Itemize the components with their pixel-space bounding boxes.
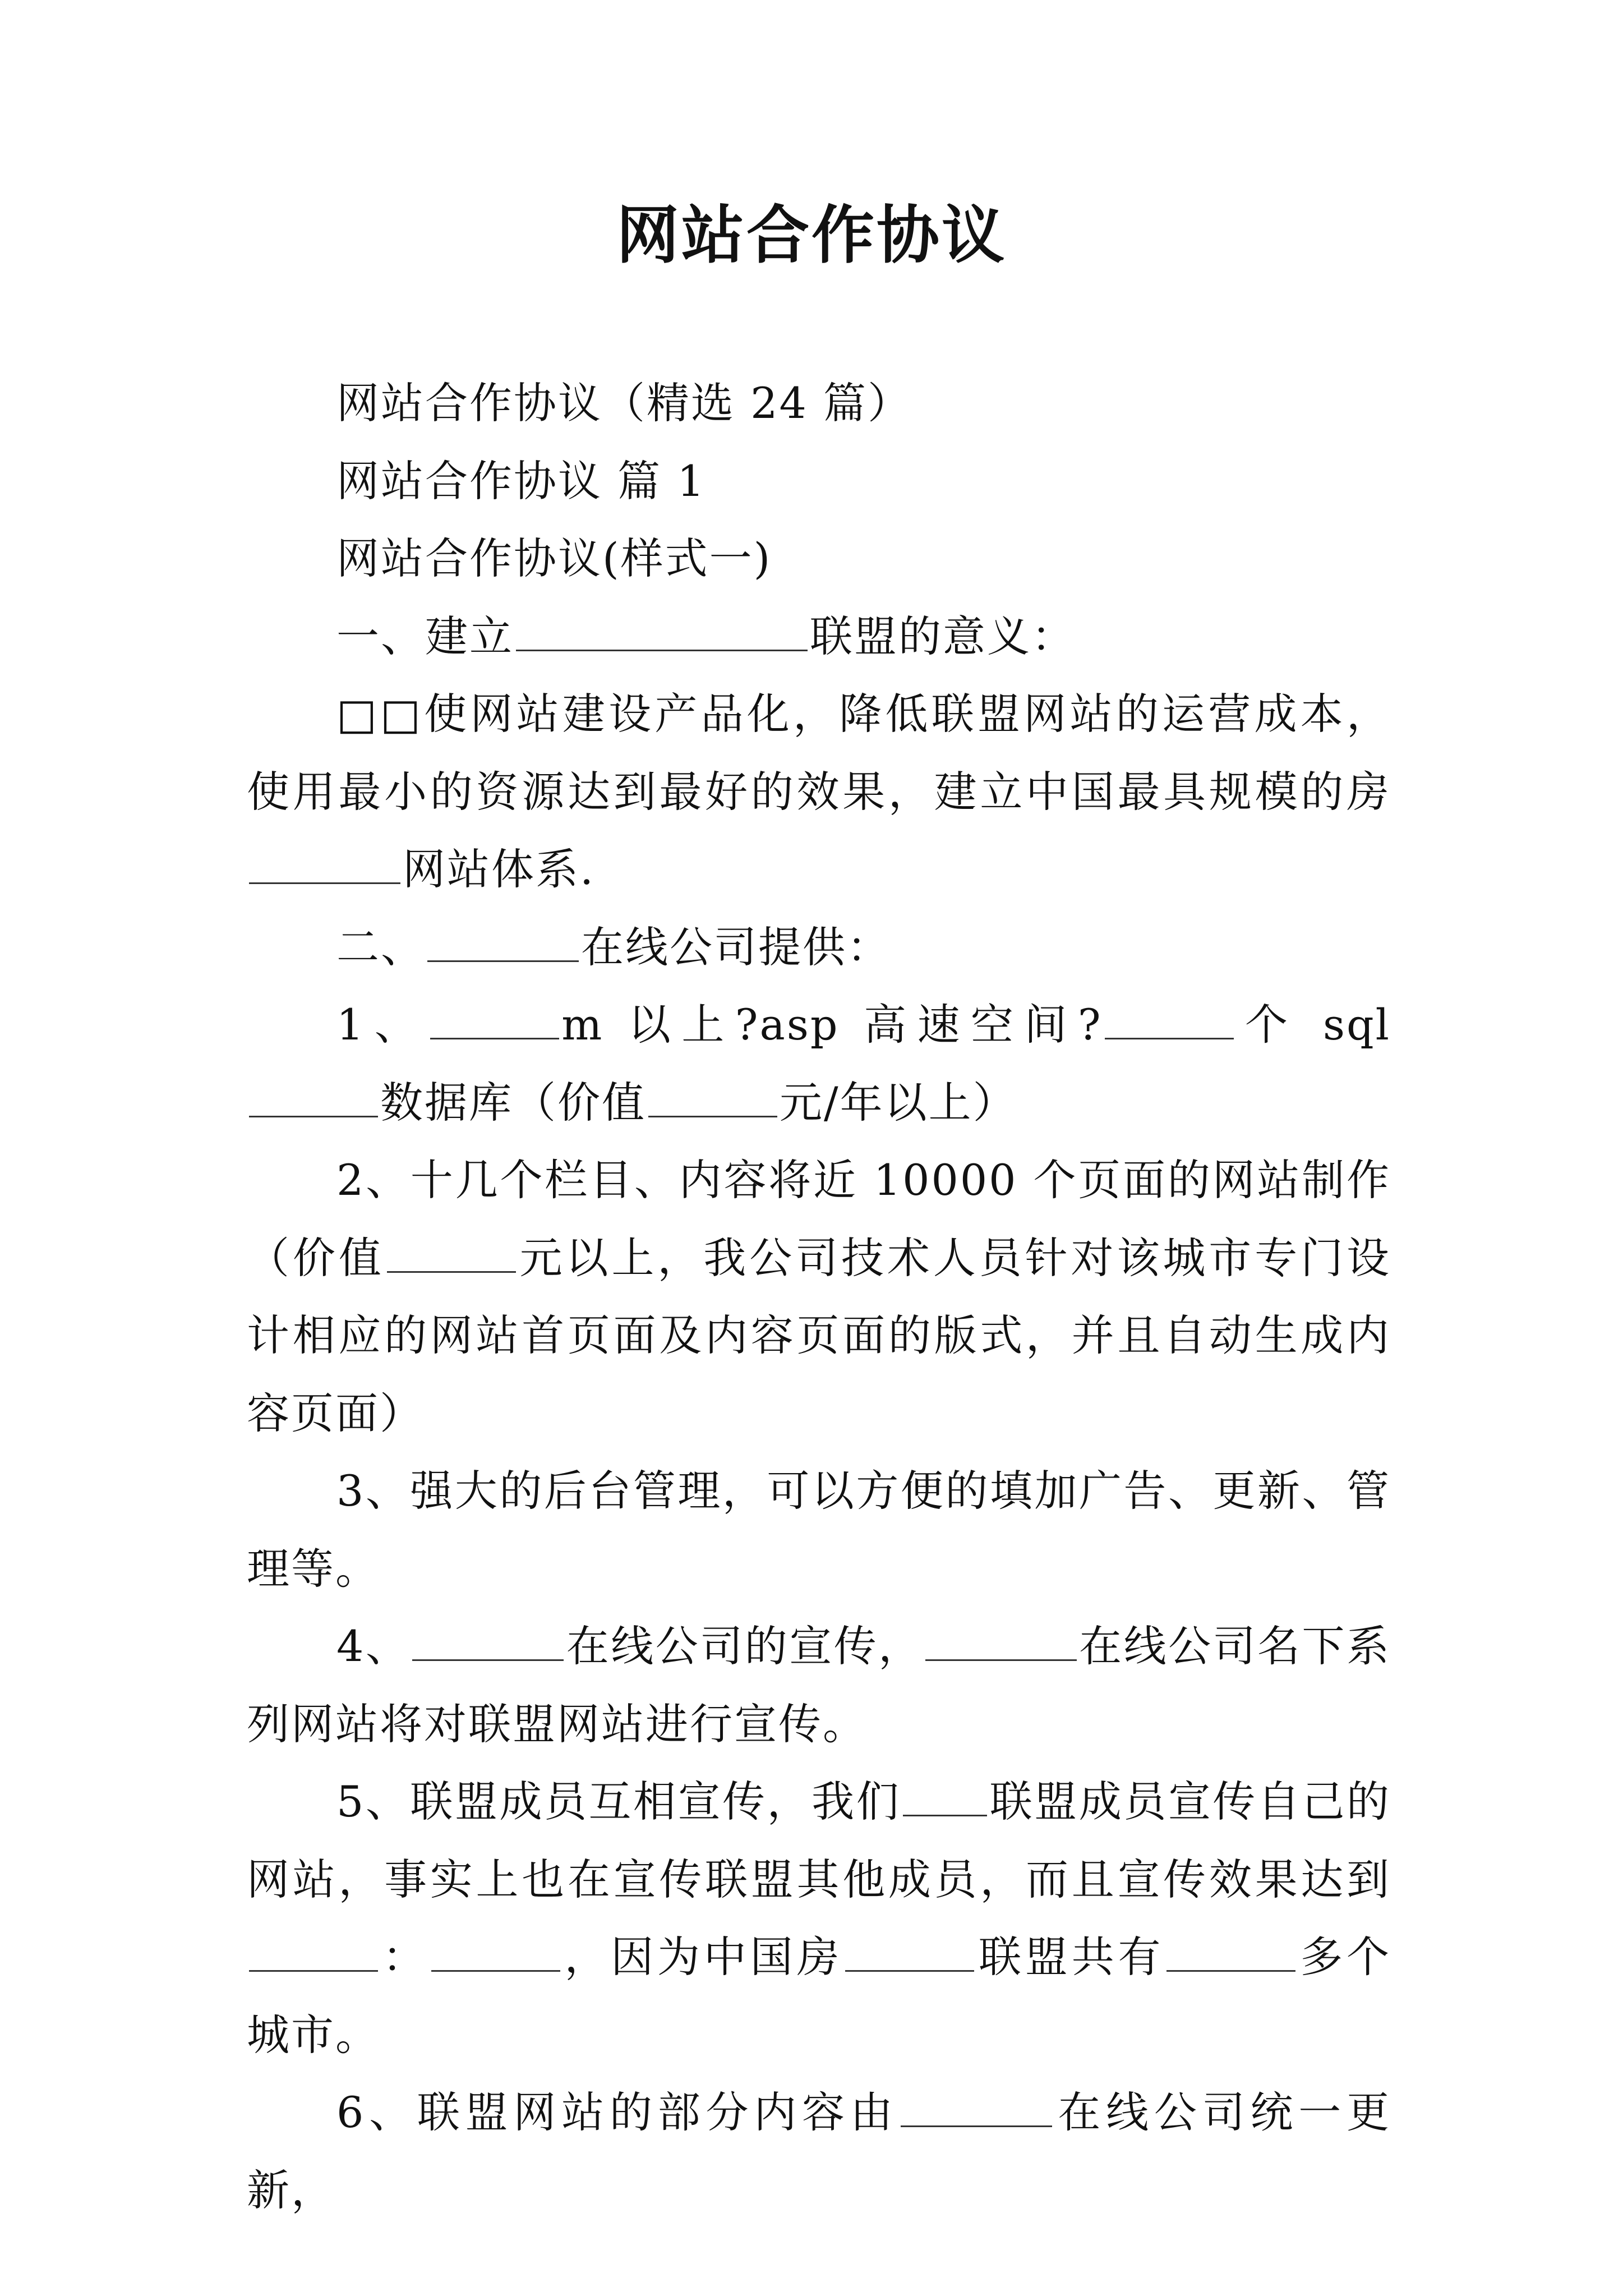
fill-blank — [249, 1935, 378, 1972]
text-run: ，因为中国房 — [562, 1932, 843, 1982]
fill-blank — [845, 1935, 974, 1972]
fill-blank — [1105, 1003, 1234, 1039]
paragraph-part-heading — [247, 443, 1391, 521]
paragraph-item-4 — [247, 1608, 1391, 1763]
text-run: 网站合作协议(样式一) — [336, 533, 772, 583]
paragraph-item-5 — [247, 1763, 1391, 2074]
document-title: 网站合作协议 — [616, 199, 1007, 272]
text-run: 6、联盟网站的部分内容由 — [336, 2087, 898, 2137]
text-run: 一、建立 — [336, 611, 514, 661]
text-run: 4、 — [336, 1621, 411, 1671]
text-run: 5、联盟成员互相宣传，我们 — [336, 1777, 901, 1826]
paragraph-section-2 — [247, 909, 1391, 987]
paragraph-subtitle — [247, 365, 1391, 443]
text-run: 数据库（价值 — [380, 1077, 646, 1128]
fill-blank — [925, 1625, 1077, 1661]
text-run: 联盟成员宣传自己的网站，事实上也在宣传联盟其他成员，而且宣传效果达到 — [247, 1777, 1391, 1904]
fill-blank — [430, 1003, 559, 1039]
paragraph-item-2 — [247, 1142, 1391, 1452]
paragraph-section-1 — [247, 598, 1391, 676]
fill-blank — [387, 1236, 516, 1273]
fill-blank — [249, 848, 400, 884]
text-run: 元以上，我公司技术人员针对该城市专门设计相应的网站首页面及内容页面的版式，并且自动生成内容页面） — [247, 1232, 1391, 1438]
text-run: 联盟共有 — [976, 1932, 1165, 1982]
text-run: 在线公司的宣传， — [566, 1621, 923, 1671]
text-run: 网站体系. — [403, 844, 596, 894]
text-run: 网站合作协议 篇 1 — [336, 455, 706, 506]
text-run: 多个城市。 — [247, 1932, 1391, 2060]
text-run: 在线公司统一更新， — [247, 2087, 1391, 2215]
text-run: 二、 — [336, 922, 425, 972]
text-run: 网站合作协议（精选 24 篇） — [336, 378, 912, 428]
fill-blank — [412, 1625, 564, 1661]
text-run: 在线公司名下系列网站将对联盟网站进行宣传。 — [247, 1621, 1391, 1749]
fill-blank — [1166, 1935, 1295, 1972]
text-run: ： — [380, 1932, 429, 1982]
fill-blank — [903, 1780, 987, 1816]
paragraph-item-6 — [247, 2074, 1391, 2229]
paragraph-style-heading — [247, 520, 1391, 598]
document-body — [247, 365, 1391, 2229]
paragraph-item-1 — [247, 986, 1391, 1142]
fill-blank — [249, 1081, 378, 1117]
text-run: 联盟的意义： — [810, 611, 1076, 661]
text-run: 3、强大的后台管理，可以方便的填加广告、更新、管理等。 — [247, 1466, 1391, 1594]
paragraph-item-3 — [247, 1452, 1391, 1608]
fill-blank — [648, 1081, 777, 1117]
text-run: 在线公司提供： — [581, 922, 891, 972]
text-run: m 以上?asp 高速空间? — [561, 1000, 1103, 1050]
paragraph-purpose — [247, 675, 1391, 909]
text-run: 元/年以上） — [780, 1077, 1017, 1128]
text-run: □□使网站建设产品化，降低联盟网站的运营成本，使用最小的资源达到最好的效果，建立中国最具规模的房 — [247, 689, 1391, 817]
text-run: 个 sql — [1235, 1000, 1391, 1050]
text-run: 2、十几个栏目、内容将近 10000 个页面的网站制作（价值 — [247, 1155, 1391, 1283]
fill-blank — [516, 615, 808, 651]
fill-blank — [427, 926, 579, 962]
fill-blank — [901, 2091, 1052, 2127]
text-run: 1、 — [336, 1000, 428, 1050]
fill-blank — [431, 1935, 560, 1972]
